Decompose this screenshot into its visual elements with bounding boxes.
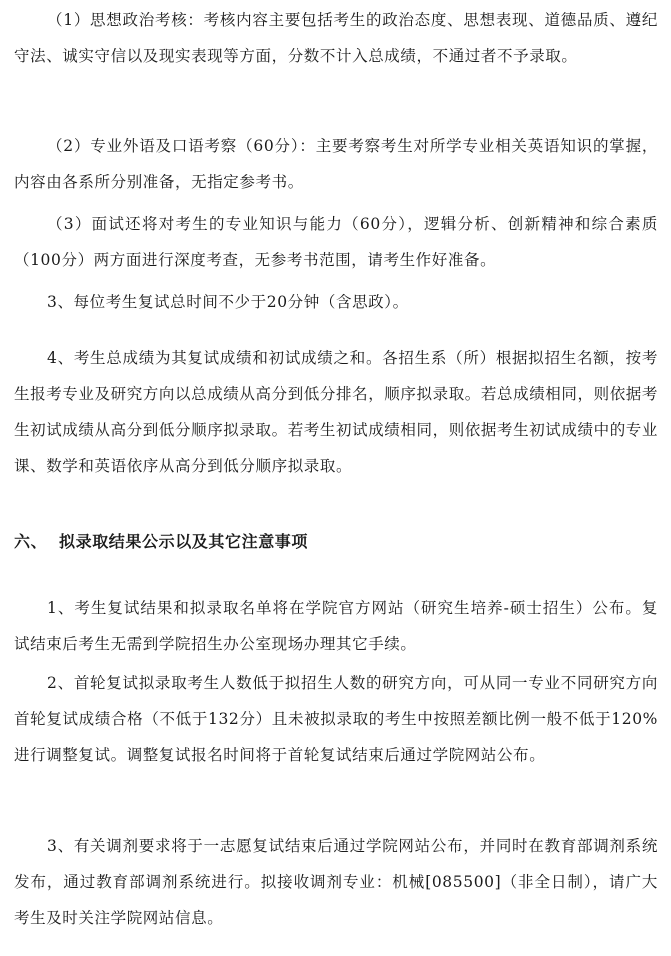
paragraph-foreign-language: （2）专业外语及口语考察（60分）：主要考察考生对所学专业相关英语知识的掌握，内容由各系所分别准备，无指定参考书。	[14, 137, 658, 191]
paragraph-transfer: 3、有关调剂要求将于一志愿复试结束后通过学院网站公布，并同时在教育部调剂系统发布，通过教育部调剂系统进行。拟接收调剂专业：机械[085500]（非全日制），请广大考生及时关注学院网站信息。	[14, 837, 658, 927]
paragraph-political-assessment: （1）思想政治考核：考核内容主要包括考生的政治态度、思想表现、道德品质、遵纪守法、诚实守信以及现实表现等方面，分数不计入总成绩，不通过者不予录取。	[14, 11, 658, 65]
paragraph-interview: （3）面试还将对考生的专业知识与能力（60分），逻辑分析、创新精神和综合素质（100分）两方面进行深度考查，无参考书范围，请考生作好准备。	[14, 215, 658, 269]
section-title: 拟录取结果公示以及其它注意事项	[59, 532, 309, 551]
paragraph-adjustment-retest: 2、首轮复试拟录取考生人数低于拟招生人数的研究方向，可从同一专业不同研究方向首轮复试成绩合格（不低于132分）且未被拟录取的考生中按照差额比例一般不低于120%进行调整复试。调整复试报名时间将于首轮复试结束后通过学院网站公布。	[14, 674, 658, 764]
section-number: 六、	[14, 532, 48, 551]
paragraph-interview-duration: 3、每位考生复试总时间不少于20分钟（含思政）。	[47, 293, 409, 311]
paragraph-total-score: 4、考生总成绩为其复试成绩和初试成绩之和。各招生系（所）根据拟招生名额，按考生报考专业及研究方向以总成绩从高分到低分排名，顺序拟录取。若总成绩相同，则依据考生初试成绩从高分到低分顺序拟录取。若考生初试成绩相同，则依据考生初试成绩中的专业课、数学和英语依序从高分到低分顺序拟录取。	[14, 349, 659, 475]
section-heading	[14, 527, 658, 557]
paragraph-result-publication: 1、考生复试结果和拟录取名单将在学院官方网站（研究生培养-硕士招生）公布。复试结束后考生无需到学院招生办公室现场办理其它手续。	[14, 599, 658, 653]
